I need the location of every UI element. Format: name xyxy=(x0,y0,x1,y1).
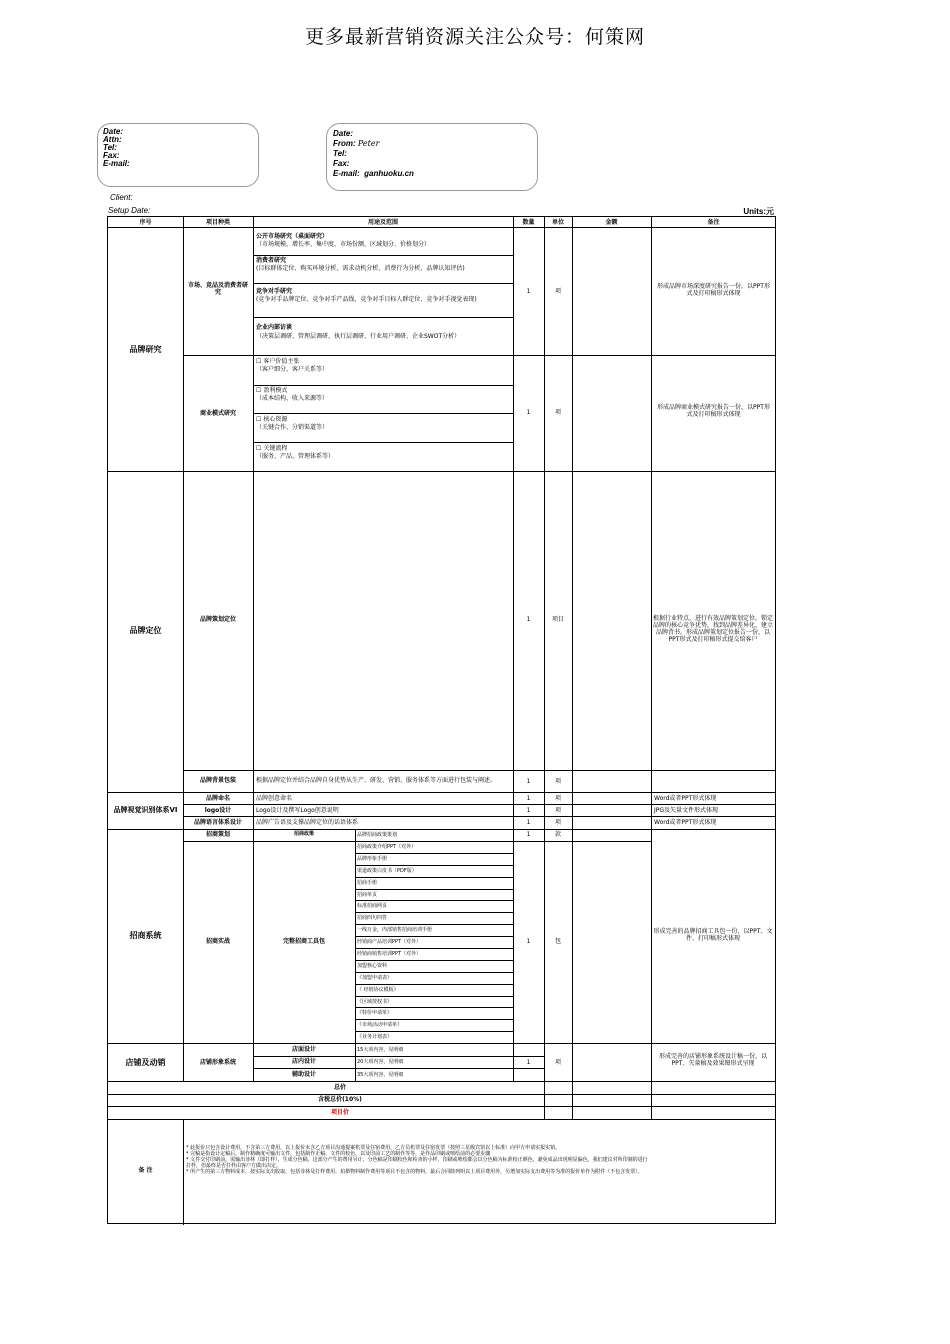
category-store: 店铺及动销 xyxy=(125,1058,166,1067)
tax-total-label: 含税总价(10%) xyxy=(318,1096,362,1103)
tel-label: Tel: xyxy=(103,143,117,152)
scope-title: 公开市场研究（桌面研究） xyxy=(256,233,329,240)
qty-cell: 1 xyxy=(526,807,531,814)
item-brand-strategy: 品牌策划定位 xyxy=(199,616,236,623)
toolkit-item: 渠道政策白皮书（PDF版） xyxy=(357,867,417,874)
scope-cell: 品牌广告语及支撑品牌定位的话语体系 xyxy=(256,819,359,826)
header-no: 序号 xyxy=(139,219,152,226)
header-item: 项目种类 xyxy=(205,219,230,226)
remark-cell: 形成品牌商业模式研究报告一份，以PPT形式及打印稿形式体现 xyxy=(657,404,770,418)
toolkit-item: 品牌招商政策策划 xyxy=(357,832,398,838)
category-vi: 品牌视觉识别体系VI xyxy=(113,806,178,814)
toolkit-item: 品牌形象手册 xyxy=(357,855,388,862)
recipient-box xyxy=(97,123,259,187)
remark-cell: Word或者PPT形式体现 xyxy=(654,795,717,802)
fax-label: Fax: xyxy=(103,151,120,160)
date-label: Date: xyxy=(333,129,354,138)
from-value: Peter xyxy=(357,139,380,148)
qty-cell: 1 xyxy=(526,795,531,802)
from-label: From: xyxy=(333,139,356,148)
toolkit-item: 《特价申请单》 xyxy=(357,1010,393,1017)
client-label: Client: xyxy=(110,193,133,202)
toolkit-item: 招商政策介绍PPT（对外） xyxy=(357,844,417,850)
store-row-name: 店面设计 xyxy=(291,1046,316,1053)
sub-toolkit: 完整招商工具包 xyxy=(282,938,325,945)
toolkit-item: 招商单页 xyxy=(357,891,378,898)
scope-title: ☐ 关键流程 xyxy=(256,445,288,452)
email-label: E-mail: xyxy=(103,159,130,168)
item-franchise-planning: 招商策划 xyxy=(205,831,230,838)
remark-cell: Word或者PPT形式体现 xyxy=(654,819,717,826)
unit-cell: 项 xyxy=(554,778,561,785)
qty-cell: 1 xyxy=(526,409,531,416)
store-row-scope: 20大项内容，见明细 xyxy=(357,1059,404,1065)
note-line: * 所产生的第三方物料成本，按实际支出收取，包括菲林及打样费用，拍摄物料制作费用等项目不包含的物料，最后合同除列明以上项目费用外，另增加实际支出费用等为准的报价单作为附件（不包含发票）。 xyxy=(186,1169,643,1175)
item-franchise-execution: 招商实战 xyxy=(205,938,230,945)
checkbox-icon: ☐ xyxy=(256,387,262,394)
scope-desc: （客户细分、客户关系等） xyxy=(256,366,329,373)
remark-cell: JPG及矢量文件形式体现 xyxy=(654,807,719,814)
email-value: ganhuoku.cn xyxy=(364,169,414,178)
item-brand-package: 品牌背景包装 xyxy=(199,777,236,784)
toolkit-item: 《 经销协议模板》 xyxy=(357,986,399,993)
note-line: * 此报价只包含设计费用，不含第三方费用，以上报价未含乙方项目沟通提案机票及住宿费用，乙方员机票及住宿发票（按照三星级宾馆以上标准）向甲方申请实报实销。 xyxy=(186,1145,561,1151)
item-market-research: 市场、竞品及消费者研究 xyxy=(187,282,248,296)
toolkit-item: 《加盟申请表》 xyxy=(357,974,393,981)
total-label: 总价 xyxy=(333,1084,346,1091)
scope-title: ☐ 核心资源 xyxy=(256,416,288,423)
unit-cell: 项 xyxy=(554,807,561,814)
item-brand-language: 品牌语言体系设计 xyxy=(193,819,242,826)
qty-cell: 1 xyxy=(526,831,531,838)
qty-cell: 1 xyxy=(526,1059,531,1066)
item-naming: 品牌命名 xyxy=(205,795,230,802)
remark-cell: 形成完善的店铺形象系统设计稿一份，以PPT、矢量稿及效果图形式呈现 xyxy=(658,1053,767,1067)
units-label: Units:元 xyxy=(743,207,774,216)
category-franchise: 招商系统 xyxy=(129,931,162,940)
scope-title: 竞争对手研究 xyxy=(256,288,293,295)
date-label: Date: xyxy=(103,127,124,136)
toolkit-item: 经销商产品培训PPT（对外） xyxy=(357,939,422,946)
attn-label: Attn: xyxy=(103,135,122,144)
unit-cell: 款 xyxy=(554,831,561,838)
checkbox-icon: ☐ xyxy=(256,416,262,423)
scope-cell: Logo设计及撰写Logo创意说明 xyxy=(256,807,339,814)
checkbox-icon: ☐ xyxy=(256,445,262,452)
scope-desc: （成本结构、收入来源等） xyxy=(256,395,329,402)
qty-cell: 1 xyxy=(526,819,531,826)
quotation-table xyxy=(107,216,776,1224)
notes-label: 备 注 xyxy=(138,1167,153,1174)
remark-cell: 形成品牌市场深度研究报告一份，以PPT形式及打印稿形式体现 xyxy=(657,283,770,297)
unit-cell: 项 xyxy=(554,288,561,295)
scope-title: 消费者研究 xyxy=(256,257,287,264)
toolkit-item: 招商四句四答 xyxy=(357,915,388,922)
notes-text xyxy=(186,1145,652,1175)
note-line: * 完稿是指设计定稿后，制作精确度可输出文件，包括制作正稿、文件的校色、以及印前工艺的制作等等，是作品印刷或喷绘前的必要步骤 xyxy=(186,1151,491,1157)
scope-cell: 品牌创意命名 xyxy=(256,795,293,802)
qty-cell: 1 xyxy=(526,778,531,785)
header-qty: 数量 xyxy=(522,219,535,226)
checkbox-icon: ☐ xyxy=(256,358,262,365)
unit-cell: 项 xyxy=(554,795,561,802)
category-brand-position: 品牌定位 xyxy=(129,626,162,635)
email-label: E-mail: xyxy=(333,169,360,178)
scope-desc: （服务、产品、管理体系等） xyxy=(256,453,335,460)
store-row-scope: 15大项内容，见明细 xyxy=(357,1047,404,1053)
scope-title: ☐ 盈利模式 xyxy=(256,387,288,394)
unit-cell: 项 xyxy=(554,819,561,826)
sender-box xyxy=(326,123,538,191)
scope-desc: （决策层调研、管理层调研、执行层调研、行业用户调研、企业SWOT分析） xyxy=(256,333,461,340)
unit-cell: 项 xyxy=(554,409,561,416)
store-row-name: 辅助设计 xyxy=(291,1071,316,1078)
store-row-scope: 35大项内容，见明细 xyxy=(357,1072,404,1078)
scope-desc: （关键合作、分销渠道等） xyxy=(256,424,329,431)
toolkit-item: 标准招商网页 xyxy=(357,903,388,910)
toolkit-item: 《区域授权书》 xyxy=(357,998,393,1005)
remark-cell: 根据行业特点，进行有效品牌策划定位，锁定品牌的核心竞争优势，找到品牌差异化，建立品牌背书，形成品牌策划定位报告一份，以PPT形式及打印稿形式提交给客户 xyxy=(653,615,774,643)
item-logo: logo设计 xyxy=(204,807,232,814)
store-row-name: 店内设计 xyxy=(291,1058,316,1065)
unit-cell: 包 xyxy=(554,938,561,945)
category-brand-research: 品牌研究 xyxy=(129,345,162,354)
toolkit-item: 《业务计划表》 xyxy=(357,1034,393,1041)
toolkit-item: 招商手册 xyxy=(357,879,378,886)
page-title: 更多最新营销资源关注公众号：何策网 xyxy=(304,26,645,48)
scope-cell: 根据品牌定位并结合品牌自身优势从生产、研发、营销、服务体系等方面进行包装与阐述。 xyxy=(256,777,497,784)
item-store-image: 店铺形象系统 xyxy=(199,1059,236,1066)
scope-title: ☐ 客户价值主张 xyxy=(256,358,300,365)
remark-cell: 形成完善的品牌招商工具包一份，以PPT、文件、打印稿形式体现 xyxy=(653,928,773,942)
toolkit-item: 加盟核心资料 xyxy=(357,962,388,969)
scope-desc: (竞争对手品牌定位、竞争对手产品线、竞争对手目标人群定位、竞争对手视觉表现) xyxy=(256,296,477,303)
toolkit-item: 经销商销售培训PPT（对外） xyxy=(357,950,422,957)
qty-cell: 1 xyxy=(526,938,531,945)
item-business-model: 商业模式研究 xyxy=(199,410,236,417)
unit-cell: 项目 xyxy=(551,616,564,623)
note-line: * 文件交付印刷前，需输出菲林（即打样），生成分色稿，这部分产生的费用另计，分色稿是印刷校色和检查的小样，印刷或喷绘都会以分色稿为标准校正颜色，避免成品出现明显偏色，我们建议对所印制的进行打样，但最终是否打样由客户方做出决定。 xyxy=(186,1157,648,1169)
project-price-label: 项目价 xyxy=(330,1109,349,1116)
scope-desc: (目标群体定位、购买环境分析、需求动机分析、消费行为分析、品牌认知评估) xyxy=(256,265,465,272)
toolkit-item: 《市场活动申请单》 xyxy=(357,1022,403,1029)
scope-title: 企业内部访谈 xyxy=(256,324,293,331)
sub-policy: 招商政策 xyxy=(293,831,314,837)
toolkit-item: 一线万金，内部销售招商培训手册 xyxy=(357,927,433,934)
qty-cell: 1 xyxy=(526,288,531,295)
unit-cell: 项 xyxy=(554,1059,561,1066)
qty-cell: 1 xyxy=(526,616,531,623)
header-scope: 用途及范围 xyxy=(367,219,398,226)
tel-label: Tel: xyxy=(333,149,347,158)
setup-date-label: Setup Date: xyxy=(108,206,151,215)
header-remark: 备注 xyxy=(707,219,720,226)
header-amount: 金额 xyxy=(605,219,618,226)
fax-label: Fax: xyxy=(333,159,350,168)
scope-desc: （市场规模、增长率、集中度、市场份额、区域划分、价格划分） xyxy=(256,241,431,248)
header-unit: 单位 xyxy=(551,219,564,226)
